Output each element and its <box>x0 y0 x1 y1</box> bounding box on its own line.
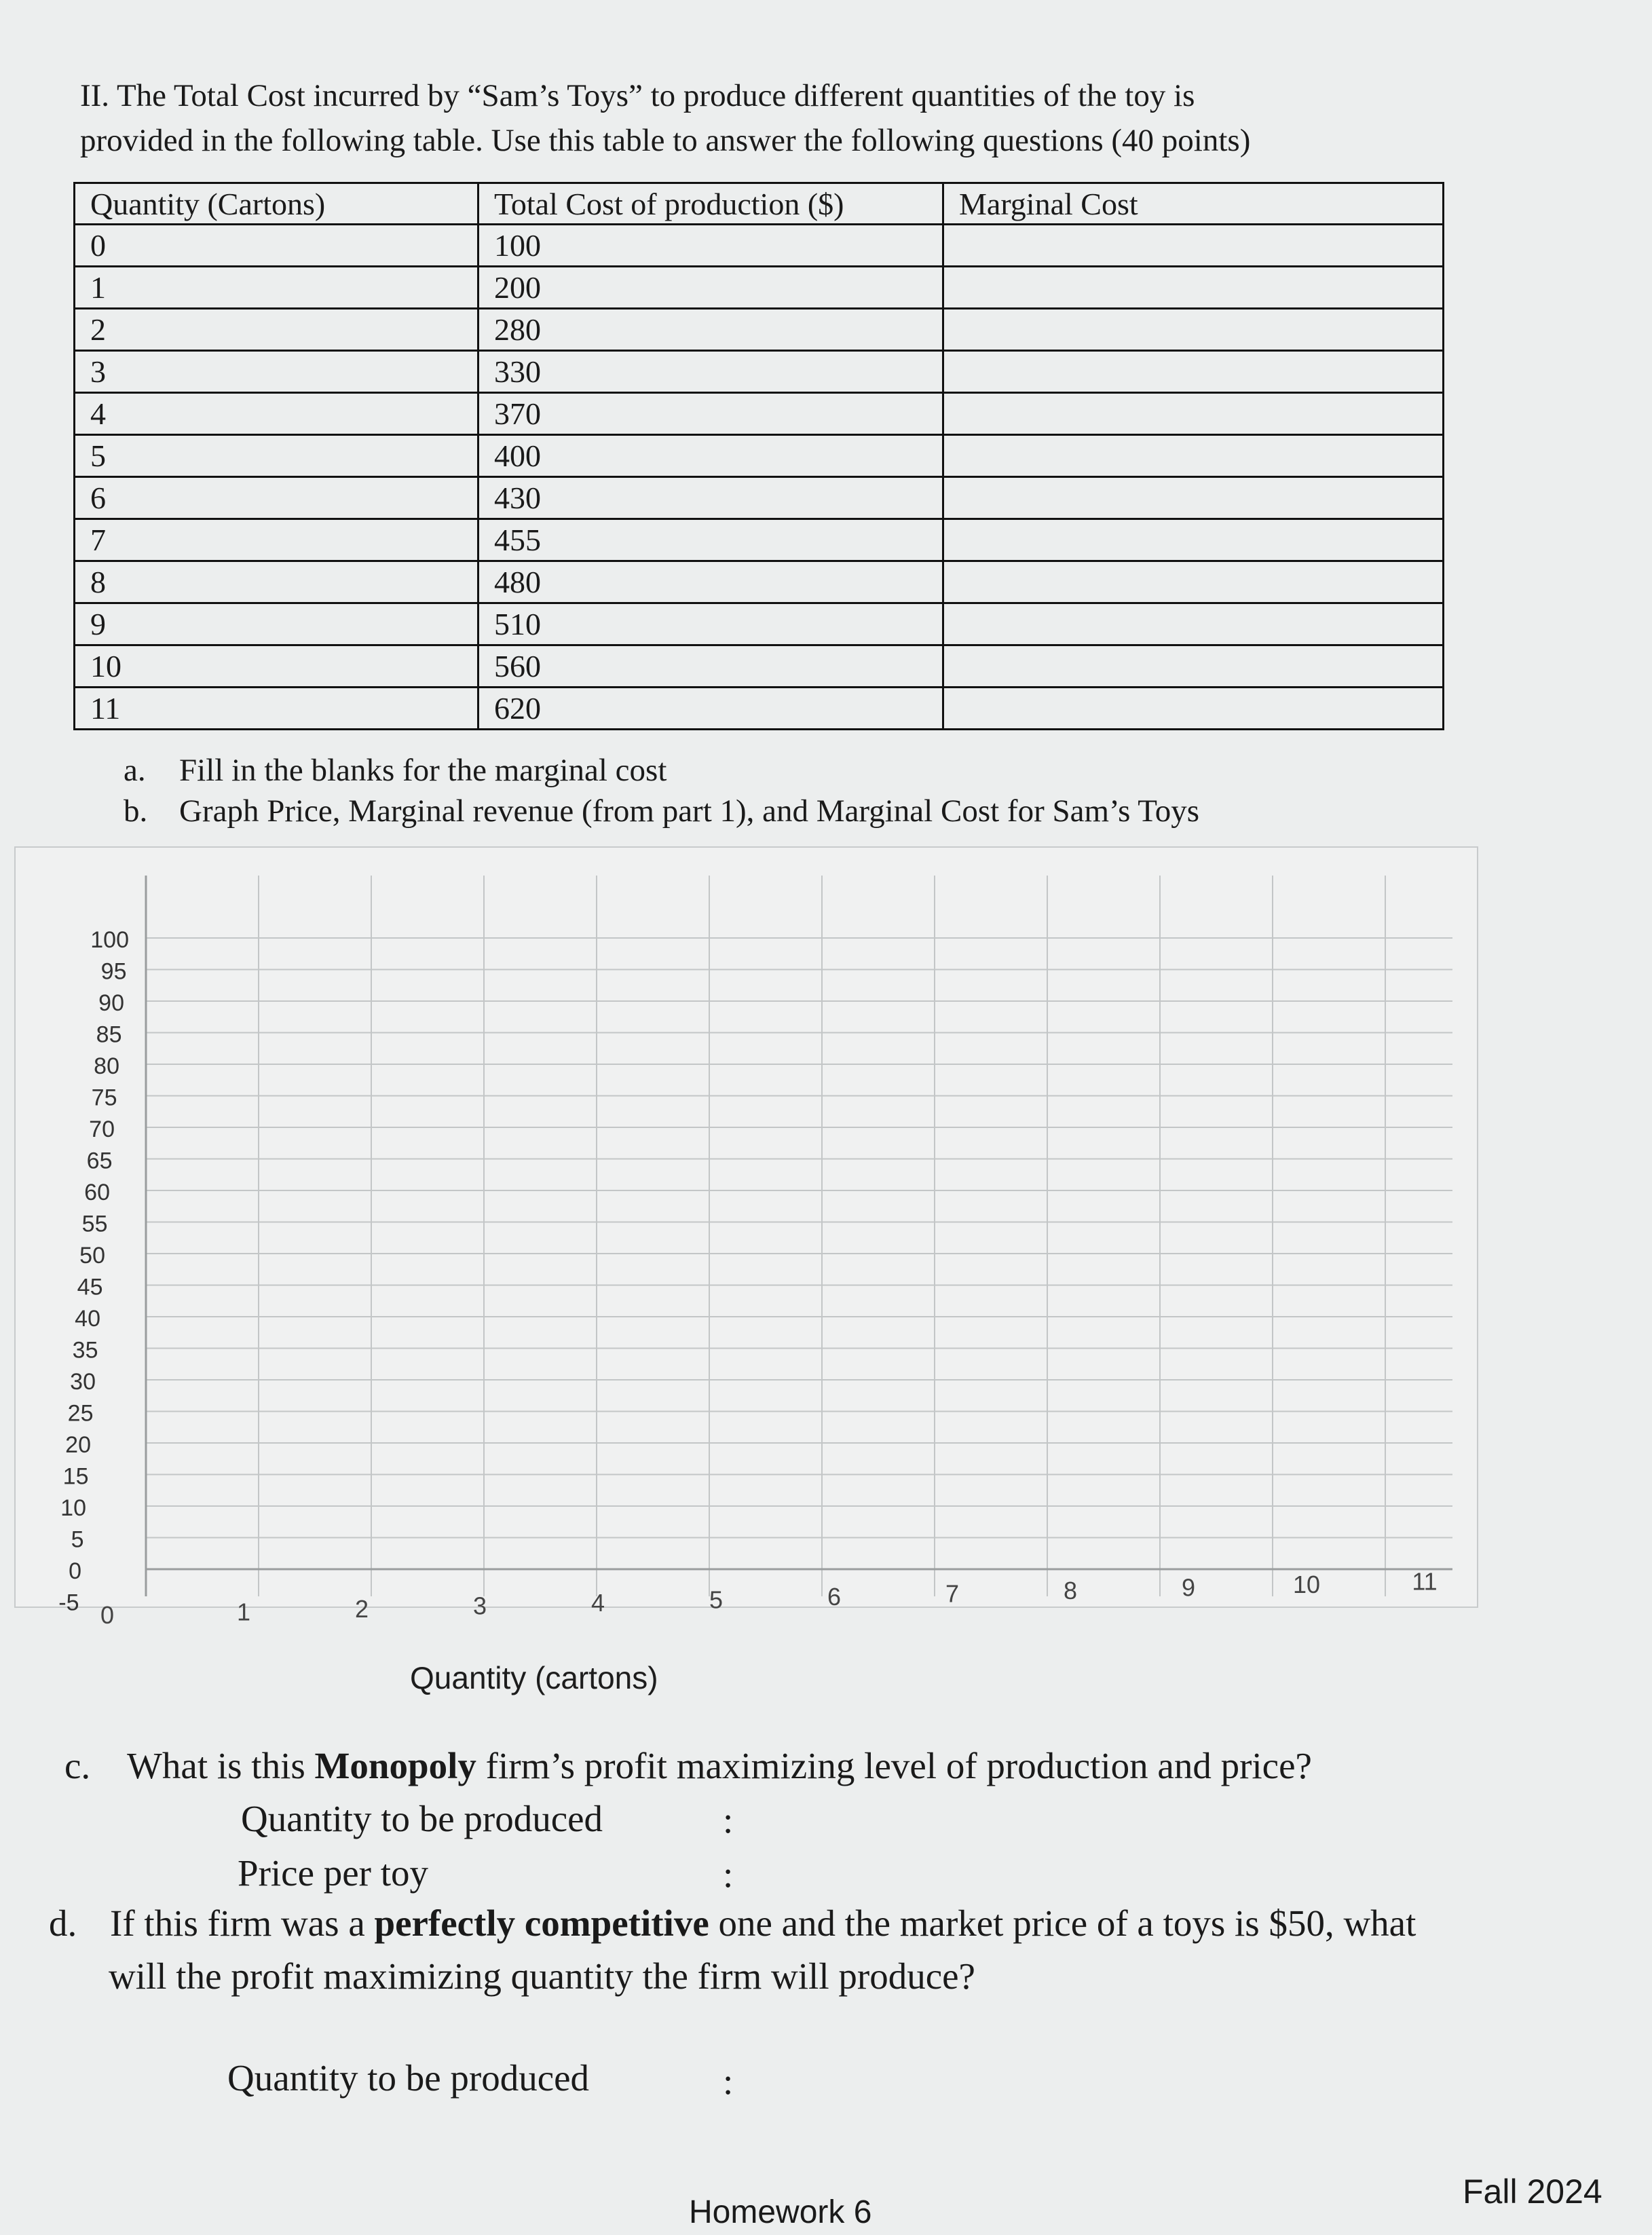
x-tick-label: 11 <box>1412 1567 1438 1596</box>
price-answer-blank[interactable]: : <box>723 1854 734 1895</box>
x-tick-label: 6 <box>827 1583 842 1611</box>
footer-term-label: Fall 2024 <box>1463 2173 1602 2211</box>
quantity-cell: 6 <box>75 477 478 519</box>
header-quantity: Quantity (Cartons) <box>75 183 478 225</box>
y-tick-label: 50 <box>79 1243 105 1269</box>
y-tick-label: 45 <box>77 1274 103 1300</box>
x-tick-label: 7 <box>945 1579 960 1608</box>
question-c <box>64 1744 1312 1787</box>
y-tick-label: 75 <box>91 1085 117 1111</box>
total-cost-cell: 400 <box>478 435 943 477</box>
quantity-cell: 7 <box>75 519 478 561</box>
y-tick-label: 85 <box>96 1021 122 1048</box>
quantity-cell: 3 <box>75 351 478 393</box>
chart-area <box>15 847 1478 1607</box>
y-tick-label: -5 <box>58 1590 79 1616</box>
question-d-line-1 <box>49 1897 1610 1950</box>
part-a-text: Fill in the blanks for the marginal cost <box>179 753 667 788</box>
quantity-answer-blank[interactable]: : <box>723 1799 734 1841</box>
y-tick-label: 100 <box>90 927 129 953</box>
y-tick-label: 5 <box>71 1526 84 1553</box>
quantity-cell: 2 <box>75 309 478 351</box>
x-tick-label: 10 <box>1292 1571 1321 1598</box>
y-tick-label: 65 <box>86 1148 113 1174</box>
quantity-cell: 11 <box>75 688 478 730</box>
total-cost-cell: 200 <box>478 267 943 309</box>
x-tick-label: 4 <box>590 1589 605 1617</box>
total-cost-cell: 455 <box>478 519 943 561</box>
price-answer-label: Price per toy <box>238 1852 429 1894</box>
question-d-bold: perfectly competitive <box>374 1902 709 1944</box>
x-tick-label: 1 <box>236 1598 251 1626</box>
total-cost-cell: 370 <box>478 393 943 435</box>
y-tick-label: 70 <box>89 1116 115 1142</box>
question-c-text-post: firm’s profit maximizing level of production and price? <box>476 1745 1312 1786</box>
quantity-cell: 9 <box>75 603 478 645</box>
y-tick-label: 30 <box>70 1369 96 1395</box>
quantity-cell: 10 <box>75 645 478 688</box>
y-tick-label: 15 <box>62 1463 89 1490</box>
total-cost-cell: 430 <box>478 477 943 519</box>
quantity-cell: 1 <box>75 267 478 309</box>
quantity-cell: 4 <box>75 393 478 435</box>
question-d-letter: d. <box>49 1902 77 1944</box>
quantity-cell: 0 <box>75 225 478 267</box>
x-tick-label: 8 <box>1063 1577 1078 1604</box>
y-tick-label: 60 <box>84 1180 110 1205</box>
footer-homework-label: Homework 6 <box>689 2194 872 2230</box>
y-tick-label: 25 <box>67 1400 94 1427</box>
y-tick-label: 40 <box>75 1306 100 1332</box>
x-tick-label: 0 <box>100 1601 115 1629</box>
quantity-answer-label: Quantity to be produced <box>241 1798 603 1839</box>
quantity-cell: 8 <box>75 561 478 603</box>
y-tick-label: 55 <box>81 1211 108 1237</box>
y-tick-label: 95 <box>100 958 127 985</box>
question-c-letter: c. <box>64 1745 91 1786</box>
part-a-letter: a. <box>124 753 146 788</box>
y-tick-label: 20 <box>65 1432 91 1458</box>
x-axis-label: Quantity (cartons) <box>410 1660 658 1695</box>
y-tick-label: 80 <box>94 1053 119 1079</box>
y-tick-label: 35 <box>72 1337 98 1364</box>
competitive-quantity-label: Quantity to be produced <box>227 2057 590 2099</box>
question-line-2: provided in the following table. Use this table to answer the following questions (40 points) <box>80 123 1251 158</box>
y-tick-label: 10 <box>60 1495 86 1521</box>
part-b-letter: b. <box>124 793 148 829</box>
total-cost-cell: 100 <box>478 225 943 267</box>
header-marginal-cost: Marginal Cost <box>943 183 1444 225</box>
total-cost-cell: 480 <box>478 561 943 603</box>
competitive-quantity-blank[interactable]: : <box>723 2061 734 2102</box>
total-cost-cell: 280 <box>478 309 943 351</box>
total-cost-cell: 330 <box>478 351 943 393</box>
question-d <box>49 1897 1610 2003</box>
x-tick-label: 2 <box>354 1595 369 1623</box>
total-cost-cell: 620 <box>478 688 943 730</box>
question-d-line-2: will the profit maximizing quantity the firm will produce? <box>109 1955 975 1997</box>
quantity-cell: 5 <box>75 435 478 477</box>
total-cost-cell: 510 <box>478 603 943 645</box>
x-tick-label: 9 <box>1181 1573 1196 1602</box>
part-b-text: Graph Price, Marginal revenue (from part 1), and Marginal Cost for Sam’s Toys <box>179 793 1199 829</box>
question-d-text-post: one and the market price of a toys is $50, what <box>709 1902 1416 1944</box>
question-c-text-pre: What is this <box>127 1745 315 1786</box>
total-cost-cell: 560 <box>478 645 943 688</box>
header-total-cost: Total Cost of production ($) <box>478 183 943 225</box>
y-tick-label: 0 <box>69 1558 81 1584</box>
x-tick-label: 3 <box>472 1592 487 1620</box>
question-line-1: II. The Total Cost incurred by “Sam’s Toys” to produce different quantities of the toy is <box>80 78 1195 113</box>
x-tick-label: 5 <box>709 1585 724 1614</box>
y-tick-label: 90 <box>98 990 124 1016</box>
question-c-bold: Monopoly <box>314 1745 476 1786</box>
question-d-text-pre: If this firm was a <box>110 1902 375 1944</box>
